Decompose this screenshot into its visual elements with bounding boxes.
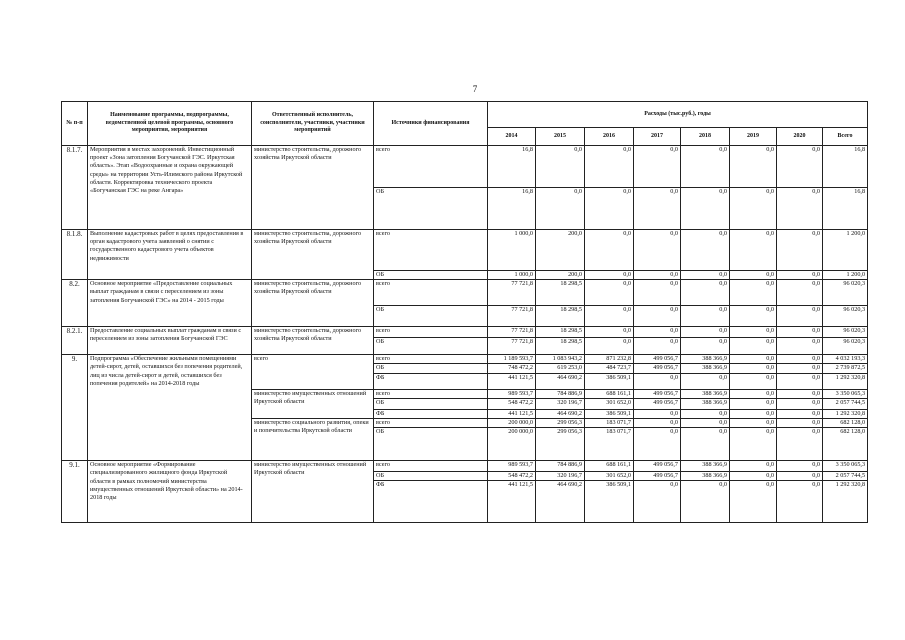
value-2020: 0,0: [777, 146, 823, 188]
value-2017: 0,0: [634, 327, 681, 338]
value-2014: 77 721,8: [488, 306, 536, 327]
table-row: [62, 146, 868, 188]
value-2015: 320 196,7: [536, 472, 585, 481]
value-2019: 0,0: [730, 398, 777, 409]
value-2014: 16,8: [488, 188, 536, 230]
value-2015: 1 083 943,2: [536, 355, 585, 364]
table-row: [62, 461, 868, 472]
value-2017: 0,0: [634, 373, 681, 389]
value-2018: 0,0: [681, 280, 730, 306]
row-source: ОБ: [374, 306, 488, 327]
value-2016: 484 723,7: [585, 364, 634, 373]
value-total: 2 057 744,5: [823, 472, 868, 481]
value-2017: 499 056,7: [634, 398, 681, 409]
value-2015: 464 690,2: [536, 373, 585, 389]
value-2014: 16,8: [488, 146, 536, 188]
value-2016: 386 509,1: [585, 409, 634, 418]
row-executor: министерство имущественных отношений Иркутской области: [252, 389, 374, 418]
value-2014: 1 000,0: [488, 230, 536, 271]
row-executor: министерство имущественных отношений Иркутской области: [252, 461, 374, 523]
value-2018: 388 366,9: [681, 398, 730, 409]
value-2017: 499 056,7: [634, 461, 681, 472]
value-2015: 784 886,9: [536, 389, 585, 398]
value-2018: 0,0: [681, 409, 730, 418]
value-2017: 0,0: [634, 409, 681, 418]
header-year-2017: 2017: [634, 128, 681, 146]
row-source: ОБ: [374, 472, 488, 481]
value-2017: 499 056,7: [634, 389, 681, 398]
row-source: ОБ: [374, 271, 488, 280]
value-total: 16,8: [823, 146, 868, 188]
value-2015: 0,0: [536, 146, 585, 188]
value-total: 16,8: [823, 188, 868, 230]
value-2017: 0,0: [634, 306, 681, 327]
row-executor: министерство строительства, дорожного хозяйства Иркутской области: [252, 280, 374, 327]
value-2019: 0,0: [730, 355, 777, 364]
value-2014: 548 472,2: [488, 398, 536, 409]
row-index: 8.2.1.: [62, 327, 88, 355]
value-2020: 0,0: [777, 327, 823, 338]
value-2016: 0,0: [585, 338, 634, 355]
value-2015: 299 056,3: [536, 428, 585, 461]
value-2020: 0,0: [777, 230, 823, 271]
value-2019: 0,0: [730, 230, 777, 271]
value-2016: 386 509,1: [585, 373, 634, 389]
value-2017: 0,0: [634, 418, 681, 427]
value-2020: 0,0: [777, 306, 823, 327]
page-number: 7: [472, 84, 478, 94]
value-2014: 77 721,8: [488, 338, 536, 355]
value-total: 96 020,3: [823, 280, 868, 306]
row-source: всего: [374, 355, 488, 364]
value-2015: 0,0: [536, 188, 585, 230]
value-2019: 0,0: [730, 338, 777, 355]
value-2018: 0,0: [681, 188, 730, 230]
value-2017: 0,0: [634, 271, 681, 280]
header-year-2020: 2020: [777, 128, 823, 146]
value-2016: 183 071,7: [585, 428, 634, 461]
value-2019: 0,0: [730, 146, 777, 188]
value-2015: 464 690,2: [536, 481, 585, 523]
value-2014: 200 000,0: [488, 418, 536, 427]
value-2014: 989 593,7: [488, 389, 536, 398]
value-2018: 0,0: [681, 271, 730, 280]
value-total: 1 292 320,8: [823, 409, 868, 418]
value-2016: 0,0: [585, 271, 634, 280]
row-source: всего: [374, 146, 488, 188]
value-2018: 388 366,9: [681, 472, 730, 481]
row-source: ФБ: [374, 373, 488, 389]
value-2014: 989 593,7: [488, 461, 536, 472]
value-2014: 748 472,2: [488, 364, 536, 373]
value-total: 1 200,0: [823, 271, 868, 280]
value-2018: 0,0: [681, 338, 730, 355]
value-2019: 0,0: [730, 418, 777, 427]
header-executor: Ответственный исполнитель, соисполнители, участники, участники мероприятий: [252, 102, 374, 146]
row-index: 9.: [62, 355, 88, 461]
value-2016: 0,0: [585, 230, 634, 271]
value-2018: 0,0: [681, 373, 730, 389]
value-total: 96 020,3: [823, 306, 868, 327]
value-total: 2 057 744,5: [823, 398, 868, 409]
value-2014: 77 721,8: [488, 327, 536, 338]
row-source: всего: [374, 327, 488, 338]
value-2020: 0,0: [777, 461, 823, 472]
table-row: [62, 280, 868, 306]
value-2015: 619 253,0: [536, 364, 585, 373]
value-2020: 0,0: [777, 373, 823, 389]
value-2015: 200,0: [536, 271, 585, 280]
value-2019: 0,0: [730, 428, 777, 461]
table-row: [62, 355, 868, 364]
row-executor: министерство социального развития, опеки и попечительства Иркутской области: [252, 418, 374, 460]
value-2015: 18 298,5: [536, 280, 585, 306]
table-row: [62, 230, 868, 271]
value-total: 2 739 872,5: [823, 364, 868, 373]
value-2018: 0,0: [681, 230, 730, 271]
value-2020: 0,0: [777, 389, 823, 398]
value-2015: 464 690,2: [536, 409, 585, 418]
value-2020: 0,0: [777, 409, 823, 418]
value-2016: 871 232,8: [585, 355, 634, 364]
header-num: № п-п: [62, 102, 88, 146]
value-2018: 0,0: [681, 146, 730, 188]
row-name: Подпрограмма «Обеспечение жильными помещениями детей-сирот, детей, оставшихся без попечения родителей, лиц из числа детей-сирот и детей, оставшихся без попечения родителей» на 2014-2018 годы: [88, 355, 252, 461]
header-year-2016: 2016: [585, 128, 634, 146]
value-2019: 0,0: [730, 373, 777, 389]
value-2019: 0,0: [730, 409, 777, 418]
row-name: Выполнение кадастровых работ в целях предоставления в орган кадастрового учета заявлений о снятии с государственного кадастрового учета объектов недвижимости: [88, 230, 252, 280]
value-total: 4 032 193,3: [823, 355, 868, 364]
value-2019: 0,0: [730, 188, 777, 230]
row-source: ОБ: [374, 364, 488, 373]
value-2015: 320 196,7: [536, 398, 585, 409]
value-2020: 0,0: [777, 280, 823, 306]
value-2019: 0,0: [730, 481, 777, 523]
value-2016: 386 509,1: [585, 481, 634, 523]
value-total: 3 350 065,3: [823, 389, 868, 398]
value-2015: 18 298,5: [536, 338, 585, 355]
value-2014: 441 121,5: [488, 409, 536, 418]
value-2016: 183 071,7: [585, 418, 634, 427]
value-2015: 200,0: [536, 230, 585, 271]
value-2014: 77 721,8: [488, 280, 536, 306]
value-2019: 0,0: [730, 306, 777, 327]
value-2020: 0,0: [777, 338, 823, 355]
value-2016: 0,0: [585, 280, 634, 306]
value-2020: 0,0: [777, 481, 823, 523]
row-name: Предоставление социальных выплат гражданам в связи с переселением из зоны затопления Богучанской ГЭС: [88, 327, 252, 355]
row-source: ОБ: [374, 338, 488, 355]
value-2016: 0,0: [585, 306, 634, 327]
value-2018: 0,0: [681, 428, 730, 461]
value-2016: 301 652,0: [585, 472, 634, 481]
value-2017: 499 056,7: [634, 364, 681, 373]
header-total: Всего: [823, 128, 868, 146]
header-year-2019: 2019: [730, 128, 777, 146]
value-2020: 0,0: [777, 418, 823, 427]
header-sources: Источники финансирования: [374, 102, 488, 146]
value-2018: 388 366,9: [681, 389, 730, 398]
row-name: Основное мероприятие «Предоставление социальных выплат гражданам в связи с переселением из зоны затопления Богучанской ГЭС» на 2014 - 2015 годы: [88, 280, 252, 327]
value-2017: 499 056,7: [634, 472, 681, 481]
row-source: ОБ: [374, 428, 488, 461]
value-2016: 301 652,0: [585, 398, 634, 409]
value-2017: 499 056,7: [634, 355, 681, 364]
value-2016: 688 161,1: [585, 389, 634, 398]
value-2019: 0,0: [730, 461, 777, 472]
row-source: ФБ: [374, 481, 488, 523]
value-2016: 688 161,1: [585, 461, 634, 472]
value-2017: 0,0: [634, 280, 681, 306]
value-2014: 1 000,0: [488, 271, 536, 280]
value-2015: 18 298,5: [536, 306, 585, 327]
row-source: всего: [374, 230, 488, 271]
budget-table: [61, 101, 868, 523]
value-2016: 0,0: [585, 327, 634, 338]
value-2018: 0,0: [681, 306, 730, 327]
header-year-2014: 2014: [488, 128, 536, 146]
value-2020: 0,0: [777, 472, 823, 481]
value-total: 1 200,0: [823, 230, 868, 271]
value-total: 1 292 320,8: [823, 481, 868, 523]
value-2020: 0,0: [777, 364, 823, 373]
value-2019: 0,0: [730, 271, 777, 280]
value-2020: 0,0: [777, 188, 823, 230]
value-2020: 0,0: [777, 271, 823, 280]
value-2020: 0,0: [777, 428, 823, 461]
row-source: ФБ: [374, 409, 488, 418]
value-2014: 548 472,2: [488, 472, 536, 481]
value-total: 682 128,0: [823, 418, 868, 427]
row-index: 8.2.: [62, 280, 88, 327]
value-2017: 0,0: [634, 188, 681, 230]
value-2019: 0,0: [730, 280, 777, 306]
value-2017: 0,0: [634, 338, 681, 355]
value-total: 96 020,3: [823, 338, 868, 355]
row-source: ОБ: [374, 398, 488, 409]
value-2017: 0,0: [634, 481, 681, 523]
value-2018: 388 366,9: [681, 364, 730, 373]
row-source: всего: [374, 418, 488, 427]
row-executor: всего: [252, 355, 374, 389]
header-expenses: Расходы (тыс.руб.), годы: [488, 102, 868, 128]
value-2014: 1 189 593,7: [488, 355, 536, 364]
value-2014: 200 000,0: [488, 428, 536, 461]
value-2019: 0,0: [730, 389, 777, 398]
value-total: 1 292 320,8: [823, 373, 868, 389]
value-2016: 0,0: [585, 188, 634, 230]
value-2015: 299 056,3: [536, 418, 585, 427]
value-2018: 388 366,9: [681, 461, 730, 472]
value-2015: 784 886,9: [536, 461, 585, 472]
value-2018: 0,0: [681, 418, 730, 427]
value-2014: 441 121,5: [488, 373, 536, 389]
header-year-2018: 2018: [681, 128, 730, 146]
table-row: [62, 327, 868, 338]
row-index: 8.1.7.: [62, 146, 88, 230]
row-name: Мероприятия в местах захоронений. Инвестиционный проект «Зона затопления Богучанской ГЭС. Иркутская область». Этап «Водоохранные и охрана окружающей среды» на территории Усть-Илимского района Иркутской области. Корректировка технического проекта «Богучанская ГЭС на реке Ангара»: [88, 146, 252, 230]
value-2015: 18 298,5: [536, 327, 585, 338]
row-name: Основное мероприятие «Формирование специализированного жилищного фонда Иркутской области в рамках полномочий министерства имущественных отношений Иркутской области» на 2014-2018 годы: [88, 461, 252, 523]
row-source: всего: [374, 461, 488, 472]
value-2016: 0,0: [585, 146, 634, 188]
value-total: 96 020,3: [823, 327, 868, 338]
row-source: всего: [374, 280, 488, 306]
row-executor: министерство строительства, дорожного хозяйства Иркутской области: [252, 230, 374, 280]
row-source: ОБ: [374, 188, 488, 230]
row-executor: министерство строительства, дорожного хозяйства Иркутской области: [252, 327, 374, 355]
header-name: Наименование программы, подпрограммы, ведомственной целевой программы, основного мероприятия, мероприятия: [88, 102, 252, 146]
row-source: всего: [374, 389, 488, 398]
value-2020: 0,0: [777, 398, 823, 409]
row-index: 8.1.8.: [62, 230, 88, 280]
value-2017: 0,0: [634, 428, 681, 461]
value-2014: 441 121,5: [488, 481, 536, 523]
value-2019: 0,0: [730, 472, 777, 481]
value-2018: 0,0: [681, 327, 730, 338]
row-index: 9.1.: [62, 461, 88, 523]
value-2018: 0,0: [681, 481, 730, 523]
value-total: 682 128,0: [823, 428, 868, 461]
value-2019: 0,0: [730, 364, 777, 373]
row-executor: министерство строительства, дорожного хозяйства Иркутской области: [252, 146, 374, 230]
value-2018: 388 366,9: [681, 355, 730, 364]
header-year-2015: 2015: [536, 128, 585, 146]
value-2017: 0,0: [634, 230, 681, 271]
value-2019: 0,0: [730, 327, 777, 338]
value-total: 3 350 065,3: [823, 461, 868, 472]
value-2017: 0,0: [634, 146, 681, 188]
value-2020: 0,0: [777, 355, 823, 364]
